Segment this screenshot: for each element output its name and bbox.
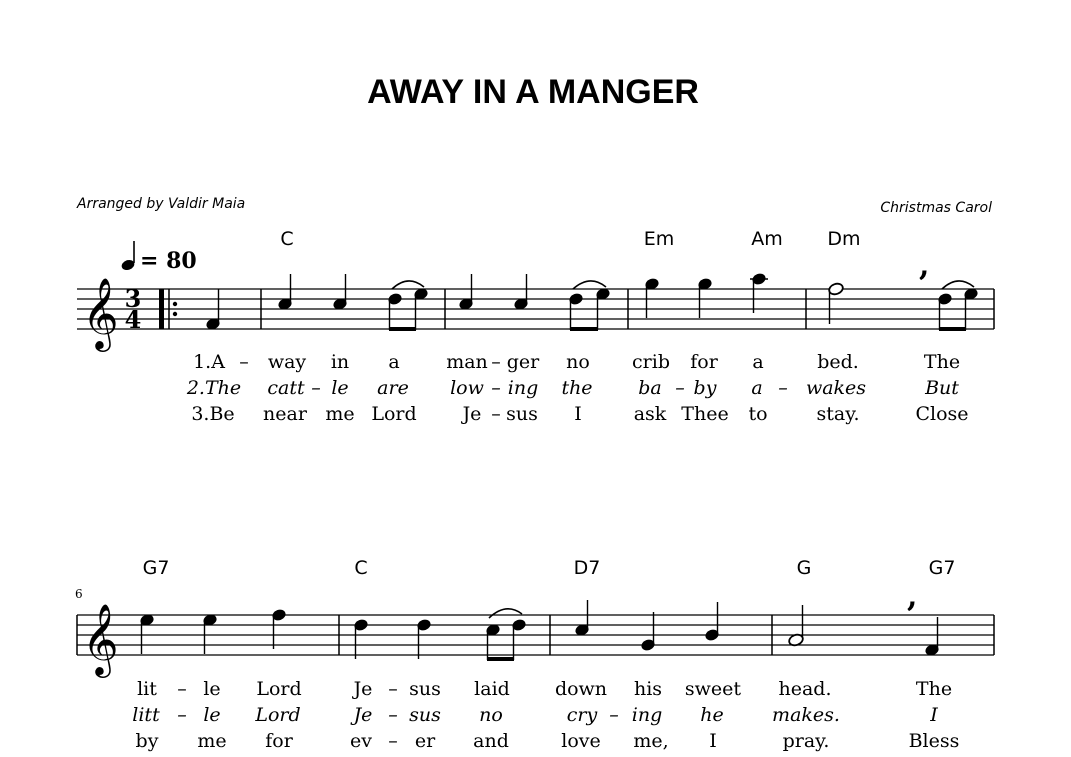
lyrics-verse-3 — [136, 730, 960, 752]
chord-symbol: Em — [643, 228, 675, 250]
lyric-syllable: Thee — [681, 403, 729, 425]
breath-mark-icon: , — [907, 579, 918, 614]
lyric-syllable: no — [479, 704, 503, 726]
notes — [140, 600, 939, 661]
lyrics-verse-2 — [186, 377, 959, 399]
lyric-hyphen: – — [491, 403, 501, 425]
lyric-syllable: no — [566, 351, 590, 373]
lyric-hyphen: – — [491, 351, 501, 373]
system-1 — [77, 248, 994, 352]
arranger-credit: Arranged by Valdir Maia — [77, 196, 246, 212]
lyric-syllable: I — [574, 403, 582, 425]
lyric-hyphen: – — [388, 678, 398, 700]
lyric-syllable: head. — [778, 678, 832, 700]
tempo-value: = 80 — [140, 248, 197, 274]
lyric-syllable: The — [923, 351, 961, 373]
lyric-syllable: stay. — [816, 403, 860, 425]
lyric-syllable: to — [748, 403, 768, 425]
chord-symbol: C — [354, 557, 368, 579]
lyric-syllable: me — [197, 730, 227, 752]
treble-clef-icon: 𝄞 — [82, 276, 119, 349]
lyric-syllable: 2.The — [186, 377, 242, 399]
lyric-syllable: a — [751, 377, 763, 399]
lyric-syllable: bed. — [817, 351, 859, 373]
lyric-syllable: way — [267, 351, 307, 373]
lyric-syllable: are — [377, 377, 409, 399]
lyric-hyphen: – — [778, 377, 788, 399]
lyric-syllable: Je — [353, 704, 373, 726]
lyric-hyphen: – — [177, 678, 187, 700]
lyric-syllable: ba — [638, 377, 662, 399]
lyric-syllable: low — [450, 377, 484, 399]
chord-symbol: Dm — [827, 228, 861, 250]
tempo-marking — [120, 241, 196, 274]
lyric-syllable: I — [930, 704, 938, 726]
lyric-syllable: makes. — [772, 704, 840, 726]
time-signature-bottom: 4 — [124, 305, 142, 334]
lyric-hyphen: – — [311, 377, 321, 399]
lyric-syllable: litt — [132, 704, 160, 726]
lyric-syllable: for — [690, 351, 718, 373]
lyric-syllable: near — [263, 403, 307, 425]
lyric-syllable: me — [325, 403, 355, 425]
chord-symbol: D7 — [573, 557, 601, 579]
lyric-syllable: sus — [409, 704, 441, 726]
lyrics-system-1 — [186, 351, 969, 425]
lyric-syllable: ing — [507, 377, 539, 399]
lyric-syllable: crib — [632, 351, 670, 373]
lyric-syllable: le — [331, 377, 349, 399]
lyrics-verse-3 — [191, 403, 968, 425]
lyric-syllable: The — [915, 678, 953, 700]
lyric-hyphen: – — [177, 704, 187, 726]
lyric-syllable: 3.Be — [191, 403, 235, 425]
lyric-syllable: le — [203, 678, 221, 700]
lyric-syllable: er — [414, 730, 436, 752]
composer-credit: Christmas Carol — [880, 200, 992, 216]
lyric-syllable: he — [700, 704, 724, 726]
lyric-syllable: cry — [566, 704, 598, 726]
lyrics-system-2 — [132, 678, 959, 752]
lyrics-verse-1 — [137, 678, 952, 700]
lyric-syllable: love — [561, 730, 601, 752]
lyric-hyphen: – — [675, 377, 685, 399]
lyric-syllable: the — [561, 377, 593, 399]
chord-symbol: G — [796, 557, 812, 579]
lyric-syllable: Close — [915, 403, 969, 425]
lyric-hyphen: – — [239, 351, 249, 373]
slurs — [489, 609, 522, 618]
lyric-syllable: ing — [631, 704, 663, 726]
chord-symbol: Am — [751, 228, 783, 250]
lyric-syllable: sus — [409, 678, 441, 700]
lyric-syllable: a — [752, 351, 764, 373]
lyric-hyphen: – — [388, 704, 398, 726]
lyric-syllable: by — [135, 730, 159, 752]
lyric-syllable: for — [265, 730, 293, 752]
lyric-syllable: Bless — [908, 730, 960, 752]
lyric-syllable: a — [388, 351, 400, 373]
lyric-syllable: and — [473, 730, 509, 752]
lyric-syllable: ev — [350, 730, 372, 752]
lyric-syllable: pray. — [782, 730, 830, 752]
chord-symbol: G7 — [928, 557, 956, 579]
song-title: AWAY IN A MANGER — [367, 73, 699, 111]
lyric-syllable: ger — [506, 351, 540, 373]
lyric-syllable: Lord — [371, 403, 417, 425]
lyric-syllable: lit — [137, 678, 157, 700]
lyric-hyphen: – — [388, 730, 398, 752]
lyric-syllable: me, — [633, 730, 669, 752]
lyric-syllable: Je — [462, 403, 482, 425]
system-2 — [75, 579, 994, 678]
lyric-syllable: catt — [267, 377, 305, 399]
lyric-syllable: by — [693, 377, 717, 399]
lyric-hyphen: – — [609, 704, 619, 726]
lyric-syllable: le — [203, 704, 221, 726]
lyric-hyphen: – — [491, 377, 501, 399]
lyric-syllable: Lord — [256, 678, 302, 700]
lyric-syllable: I — [709, 730, 717, 752]
chord-symbol: G7 — [142, 557, 170, 579]
time-signature-top: 3 — [124, 284, 142, 313]
lyrics-verse-2 — [132, 704, 938, 726]
slurs — [392, 281, 974, 289]
lyric-syllable: laid — [474, 678, 510, 700]
lyric-syllable: man — [446, 351, 488, 373]
lyric-syllable: his — [633, 678, 663, 700]
lyric-syllable: Je — [353, 678, 373, 700]
lyric-syllable: But — [925, 377, 959, 399]
measure-number: 6 — [75, 587, 83, 601]
lyric-syllable: Lord — [255, 704, 301, 726]
breath-mark-icon: , — [919, 248, 930, 283]
chord-symbol: C — [280, 228, 294, 250]
lyric-syllable: sweet — [684, 678, 742, 700]
lyric-syllable: in — [330, 351, 350, 373]
lyric-syllable: wakes — [805, 377, 867, 399]
lyric-syllable: down — [554, 678, 608, 700]
lyric-syllable: ask — [633, 403, 667, 425]
lyrics-verse-1 — [193, 351, 960, 373]
time-signature — [125, 284, 142, 334]
treble-clef-icon: 𝄞 — [82, 602, 119, 675]
lyric-syllable: sus — [506, 403, 538, 425]
lyric-syllable: 1.A — [193, 351, 225, 373]
